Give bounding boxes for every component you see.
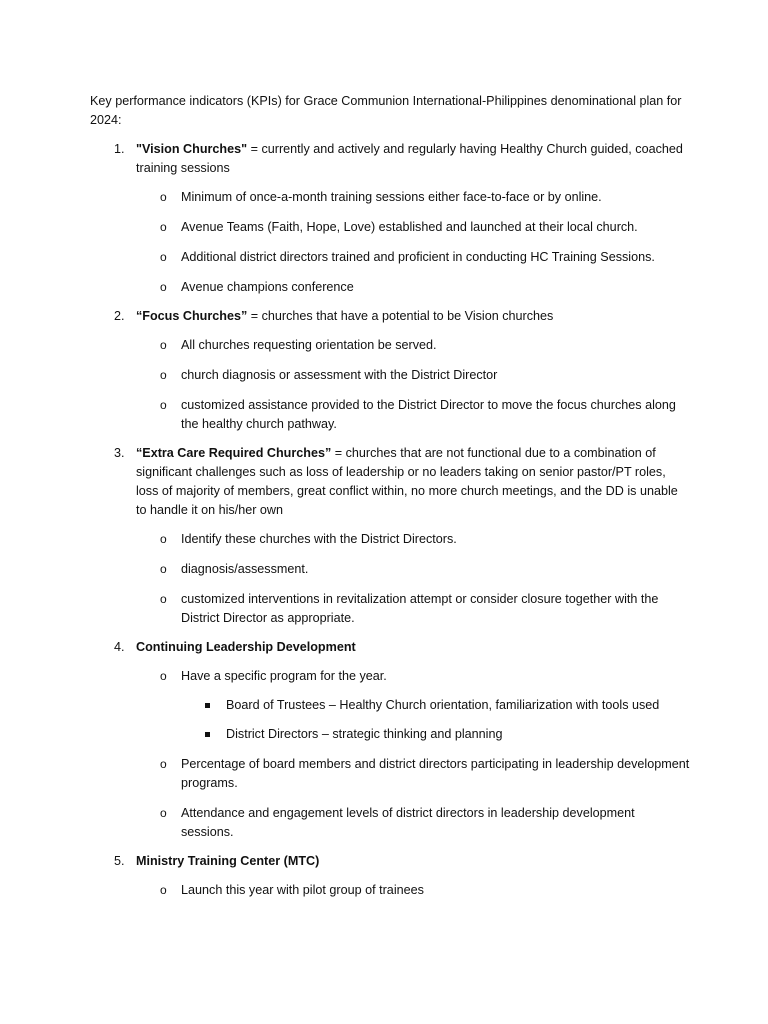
- kpi-sub-item: [136, 804, 690, 842]
- circle-bullet-icon: o: [160, 592, 167, 606]
- kpi-sub-item-text: Avenue Teams (Faith, Hope, Love) established and launched at their local church.: [181, 220, 638, 234]
- circle-bullet-icon: o: [160, 368, 167, 382]
- kpi-sub-item-text: customized interventions in revitalization attempt or consider closure together with the District Director as appropriate.: [181, 592, 659, 625]
- kpi-item-heading: “Focus Churches”: [136, 309, 248, 323]
- kpi-item-text: [136, 444, 690, 520]
- circle-bullet-icon: o: [160, 757, 167, 771]
- kpi-sub-item-text: church diagnosis or assessment with the District Director: [181, 368, 498, 382]
- kpi-item-heading: Ministry Training Center (MTC): [136, 854, 320, 868]
- kpi-item-description: = churches that have a potential to be Vision churches: [247, 309, 554, 323]
- kpi-sub-item-text: Avenue champions conference: [181, 280, 354, 294]
- kpi-sub-item-text: customized assistance provided to the District Director to move the focus churches along the healthy church pathway.: [181, 398, 676, 431]
- kpi-item-description: = currently and actively and regularly having Healthy Church guided, coached training sessions: [136, 142, 683, 175]
- kpi-sub-item: [136, 881, 690, 900]
- kpi-item: [90, 140, 690, 297]
- kpi-item-number: 4.: [114, 640, 125, 654]
- kpi-item-number: 2.: [114, 309, 125, 323]
- kpi-sub-item: [136, 278, 690, 297]
- kpi-item-heading: “Extra Care Required Churches”: [136, 446, 332, 460]
- kpi-sub-list: [136, 188, 690, 297]
- kpi-sub-sub-item: [181, 725, 690, 744]
- kpi-item-number: 5.: [114, 854, 125, 868]
- square-bullet-icon: [205, 703, 210, 708]
- kpi-sub-list: [136, 336, 690, 434]
- kpi-sub-list: [136, 530, 690, 628]
- kpi-item: [90, 638, 690, 842]
- circle-bullet-icon: o: [160, 338, 167, 352]
- kpi-sub-item-text: Additional district directors trained and proficient in conducting HC Training Sessions.: [181, 250, 655, 264]
- kpi-sub-list: [136, 667, 690, 842]
- kpi-item: [90, 444, 690, 628]
- kpi-sub-item-text: Attendance and engagement levels of district directors in leadership development sessions.: [181, 806, 635, 839]
- kpi-sub-item: [136, 667, 690, 744]
- kpi-sub-item: [136, 560, 690, 579]
- kpi-item-heading: "Vision Churches": [136, 142, 248, 156]
- kpi-sub-sub-item-text: District Directors – strategic thinking and planning: [226, 727, 503, 741]
- kpi-item-number: 3.: [114, 446, 125, 460]
- intro-paragraph: Key performance indicators (KPIs) for Grace Communion International-Philippines denominational plan for 2024:: [90, 94, 682, 127]
- circle-bullet-icon: o: [160, 220, 167, 234]
- kpi-item-text: [136, 852, 690, 871]
- kpi-item-description: = churches that are not functional due to a combination of significant challenges such as loss of leadership or no leaders taking on senior pastor/PT roles, loss of majority of members, great conflict within, no more church meetings, and the DD is unable to handle it on his/her own: [136, 446, 678, 517]
- square-bullet-icon: [205, 732, 210, 737]
- kpi-sub-sub-item: [181, 696, 690, 715]
- kpi-item: [90, 307, 690, 434]
- kpi-sub-item-text: Percentage of board members and district directors participating in leadership development programs.: [181, 757, 690, 790]
- kpi-sub-item-text: Have a specific program for the year.: [181, 669, 387, 683]
- kpi-item-number: 1.: [114, 142, 125, 156]
- kpi-list: [90, 140, 690, 900]
- kpi-sub-item-text: Minimum of once-a-month training sessions either face-to-face or by online.: [181, 190, 602, 204]
- kpi-sub-item: [136, 248, 690, 267]
- kpi-item: [90, 852, 690, 900]
- document-page: [90, 92, 690, 910]
- kpi-item-heading: Continuing Leadership Development: [136, 640, 356, 654]
- circle-bullet-icon: o: [160, 280, 167, 294]
- kpi-sub-item-text: Identify these churches with the District Directors.: [181, 532, 457, 546]
- kpi-sub-sub-item-text: Board of Trustees – Healthy Church orientation, familiarization with tools used: [226, 698, 660, 712]
- circle-bullet-icon: o: [160, 883, 167, 897]
- kpi-item-text: [136, 307, 690, 326]
- kpi-sub-item: [136, 336, 690, 355]
- circle-bullet-icon: o: [160, 190, 167, 204]
- circle-bullet-icon: o: [160, 250, 167, 264]
- kpi-sub-item-text: diagnosis/assessment.: [181, 562, 309, 576]
- kpi-sub-item-text: Launch this year with pilot group of trainees: [181, 883, 424, 897]
- kpi-sub-item-text: All churches requesting orientation be served.: [181, 338, 437, 352]
- circle-bullet-icon: o: [160, 532, 167, 546]
- kpi-sub-item: [136, 530, 690, 549]
- kpi-sub-item: [136, 366, 690, 385]
- circle-bullet-icon: o: [160, 669, 167, 683]
- circle-bullet-icon: o: [160, 398, 167, 412]
- kpi-sub-sub-list: [181, 696, 690, 744]
- kpi-item-text: [136, 140, 690, 178]
- circle-bullet-icon: o: [160, 806, 167, 820]
- kpi-sub-list: [136, 881, 690, 900]
- kpi-sub-item: [136, 396, 690, 434]
- circle-bullet-icon: o: [160, 562, 167, 576]
- kpi-sub-item: [136, 218, 690, 237]
- kpi-sub-item: [136, 755, 690, 793]
- kpi-sub-item: [136, 188, 690, 207]
- kpi-sub-item: [136, 590, 690, 628]
- kpi-item-text: [136, 638, 690, 657]
